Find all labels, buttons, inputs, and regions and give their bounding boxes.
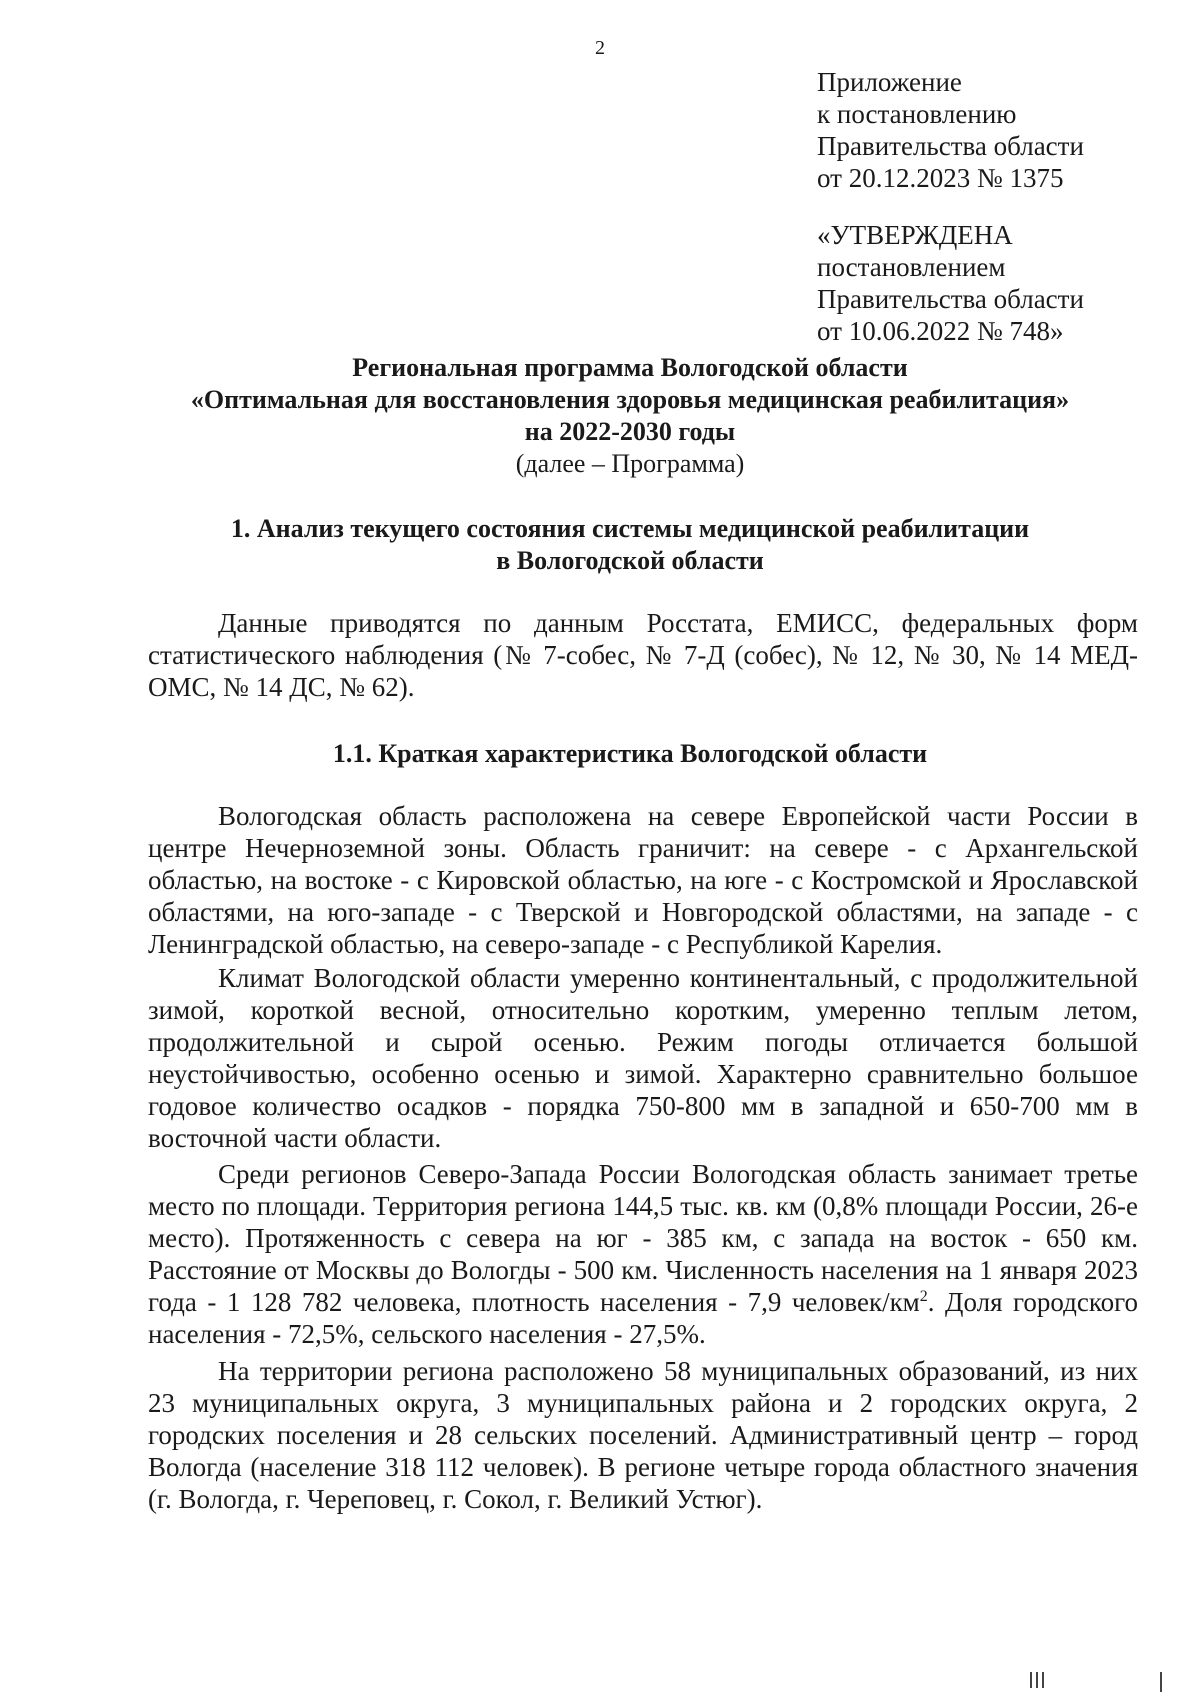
section-title-line: 1. Анализ текущего состояния системы медицинской реабилитации bbox=[230, 514, 1030, 543]
program-title bbox=[130, 352, 1130, 480]
program-title-line: Региональная программа Вологодской области bbox=[352, 353, 908, 382]
section-1-title bbox=[130, 513, 1130, 577]
territory-paragraph bbox=[148, 1158, 1138, 1350]
subsection-1-1-title: 1.1. Краткая характеристика Вологодской области bbox=[332, 739, 928, 768]
paragraph-text: Доля городского населения - 72,5%, сельского населения - 27,5%. bbox=[148, 1287, 1139, 1349]
approved-line: «УТВЕРЖДЕНА bbox=[817, 220, 1013, 250]
appendix-line: от 20.12.2023 № 1375 bbox=[817, 163, 1064, 193]
scan-mark bbox=[1160, 1672, 1162, 1692]
appendix-line: Правительства области bbox=[817, 131, 1084, 161]
appendix-line: Приложение bbox=[817, 67, 962, 97]
scan-mark bbox=[1042, 1672, 1044, 1688]
section-title-line: в Вологодской области bbox=[496, 546, 764, 575]
geography-paragraph bbox=[148, 800, 1138, 960]
paragraph-text: Климат Вологодской области умеренно континентальный, с продолжительной зимой, короткой весной, относительно коротким, умеренно теплым летом, продолжительной и сырой осенью. Режим погоды отличается большой неустойчивостью, особенно осенью и зимой. Характерно сравнительно большое годовое количество осадков - порядка 750-800 мм в западной и 650-700 мм в восточной части области. bbox=[148, 963, 1138, 1153]
data-sources-paragraph bbox=[148, 607, 1138, 703]
scan-margin-marks bbox=[1030, 1672, 1170, 1692]
paragraph-text: Среди регионов Северо-Запада России Вологодская область занимает третье место по площади. Территория региона 144,5 тыс. кв. км (0,8% площади России, 26-е место). Протяженность с севера на юг - 385 км, с запада на восток - 650 км. Расстояние от Москвы до Вологды - 500 км. Численность населения на 1 января 2023 года - 1 128 782 человека, плотность населения - 7,9 человек/км bbox=[148, 1159, 1138, 1317]
climate-paragraph bbox=[148, 962, 1138, 1154]
paragraph-text: На территории региона расположено 58 муниципальных образований, из них 23 муниципальных округа, 3 муниципальных района и 2 городских округа, 2 городских поселения и 28 сельских поселений. Административный центр – город Вологда (население 318 112 человек). В регионе четыре города областного значения (г. Вологда, г. Череповец, г. Сокол, г. Великий Устюг). bbox=[148, 1356, 1138, 1514]
paragraph-text: . bbox=[927, 1287, 935, 1317]
approved-line: Правительства области bbox=[817, 284, 1084, 314]
approved-line: постановлением bbox=[817, 252, 1006, 282]
superscript: 2 bbox=[919, 1288, 928, 1305]
appendix-line: к постановлению bbox=[817, 99, 1017, 129]
approved-line: от 10.06.2022 № 748» bbox=[817, 316, 1064, 346]
page-number: 2 bbox=[595, 37, 605, 59]
program-title-line: «Оптимальная для восстановления здоровья медицинская реабилитация» bbox=[190, 385, 1070, 414]
paragraph-text: Данные приводятся по данным Росстата, ЕМИСС, федеральных форм статистического наблюдения (№ 7-собес, № 7-Д (собес), № 12, № 30, № 14 МЕД-ОМС, № 14 ДС, № 62). bbox=[148, 608, 1138, 702]
scan-mark bbox=[1036, 1672, 1038, 1688]
appendix-block bbox=[817, 66, 1157, 194]
municipalities-paragraph bbox=[148, 1355, 1138, 1515]
scan-mark bbox=[1030, 1672, 1032, 1688]
program-title-line: на 2022-2030 годы bbox=[524, 417, 736, 446]
paragraph-text: Вологодская область расположена на севере Европейской части России в центре Нечерноземной зоны. Область граничит: на севере - с Архангельской областью, на востоке - с Кировской областью, на юге - с Костромской и Ярославской областями, на юго-западе - с Тверской и Новгородской областями, на западе - с Ленинградской областью, на северо-западе - с Республикой Карелия. bbox=[148, 801, 1138, 959]
program-title-note: (далее – Программа) bbox=[515, 449, 745, 478]
approved-block bbox=[817, 219, 1157, 347]
